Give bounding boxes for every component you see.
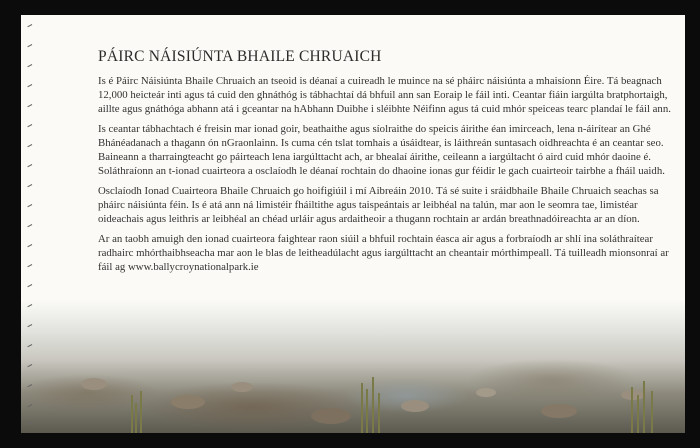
paragraph-3: Osclaíodh Ionad Cuairteora Bhaile Chruaich go hoifigiúil i mí Aibreáin 2010. Tá sé suite i sráidbhaile Bhaile Chruaich seachas sa pháirc náisiúnta féin. Is é atá ann ná limistéir fháiltithe agus taispeántais ar leibhéal na talún, mar aon le seomra tae, limistéar oideachais agus leithris ar leibhéal an chéad urláir agus ardaitheoir a thugann rochtain ar ardán breathnadóireachta ar an díon. bbox=[98, 185, 659, 225]
paragraph-4: Ar an taobh amuigh den ionad cuairteora faightear raon siúil a bhfuil rochtain éasca air agus a forbraíodh ar shlí ina soláthraítear radhairc mhórthaibhseacha mar aon le blas de leitheadúlacht agus iargúlttacht an cheantair mórthimpeall. Tá tuilleadh mionsonraí ar fáil ag www.ballycroynationalpark.ie bbox=[98, 233, 669, 273]
river-landscape-photo bbox=[21, 300, 685, 433]
text-block bbox=[98, 48, 678, 280]
stamp-booklet-page bbox=[21, 15, 685, 433]
page-title: PÁIRC NÁISIÚNTA BHAILE CHRUAICH bbox=[98, 48, 382, 65]
paragraph-2: Is ceantar tábhachtach é freisin mar ionad goir, beathaithe agus síolraithe do speicis áirithe éan imirceach, lena n-áirítear an Ghé Bhánéadanach a thagann ón nGraonlainn. Is cuma cén tslat tomhais a úsáidtear, is láithreán suntasach oidhreachta é an ceantar seo. Baineann a tharraingteacht go páirteach lena iargúlttacht ach, ar bhealaí áirithe, ceileann a iargúltacht ó aird cuid mhór daoine é. Soláthraíonn an t-ionad cuairteora a osclaíodh le déanaí rochtain do dhaoine ionas gur féidir le gach cuairteoir tairbhe a fháil uaidh. bbox=[98, 123, 665, 177]
paragraph-1: Is é Páirc Náisiúnta Bhaile Chruaich an tseoid is déanaí a cuireadh le muince na sé pháirc náisiúnta a mhaisíonn Éire. Tá beagnach 12,000 heicteár inti agus tá cuid den ghnáthóg is tábhachtaí dá bhfuil ann san Eoraip le fáil inti. Ceantar fiáin iargúlta bratphortaigh, aillte agus gnáthóga abhann atá i gceantar na hAbhann Duibhe i sléibhte Néifinn agus tá cuid mhór speiceas tearc plandaí le fáil ann. bbox=[98, 75, 671, 115]
perforation-edge bbox=[21, 15, 33, 433]
